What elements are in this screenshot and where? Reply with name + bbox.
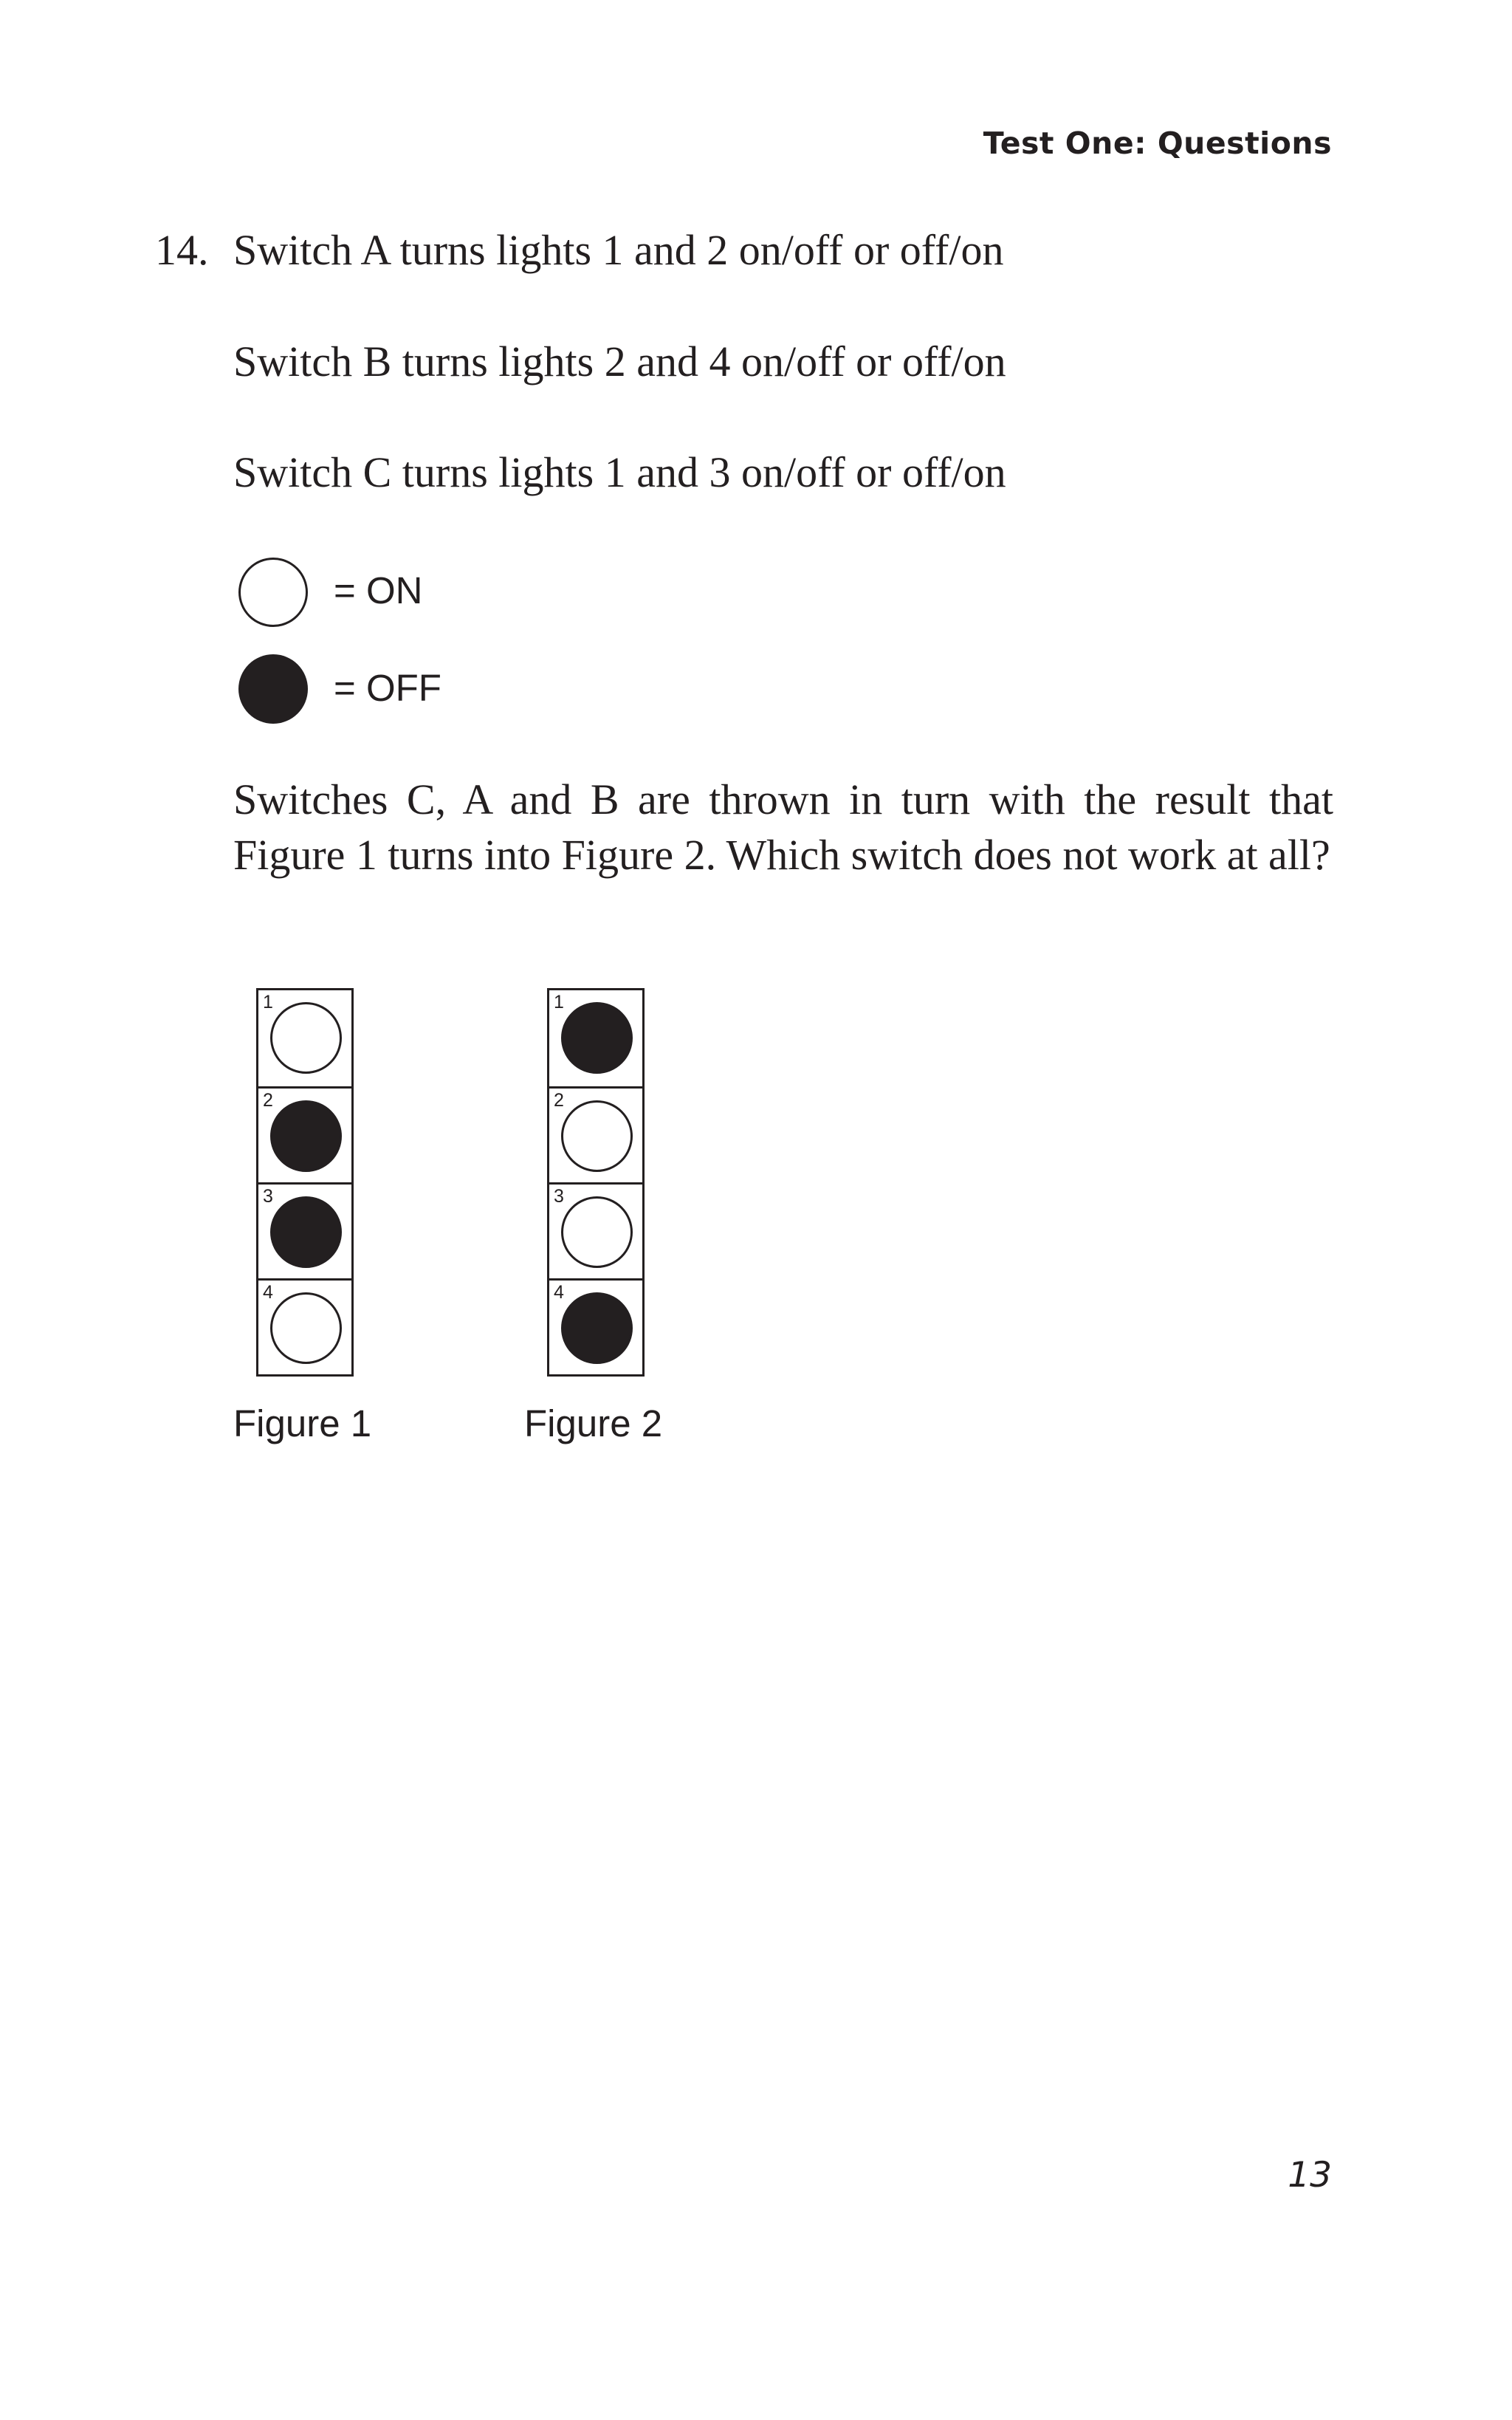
figure-2-caption: Figure 2 bbox=[524, 1402, 663, 1444]
light-number: 2 bbox=[263, 1090, 273, 1111]
light-bulb-icon bbox=[270, 1100, 342, 1172]
page-number: 13 bbox=[1288, 2155, 1332, 2196]
figure-2-panel bbox=[547, 988, 645, 1377]
light-number: 3 bbox=[263, 1186, 273, 1207]
light-cell bbox=[549, 1086, 642, 1182]
light-number: 2 bbox=[554, 1090, 564, 1111]
running-header: Test One: Questions bbox=[983, 126, 1332, 161]
light-number: 3 bbox=[554, 1186, 564, 1207]
light-bulb-icon bbox=[561, 1002, 633, 1074]
light-bulb-icon bbox=[270, 1002, 342, 1074]
light-cell bbox=[549, 1278, 642, 1374]
light-bulb-icon bbox=[561, 1100, 633, 1172]
switch-b-rule: Switch B turns lights 2 and 4 on/off or off/on bbox=[233, 337, 1006, 385]
light-number: 1 bbox=[263, 992, 273, 1012]
light-number: 4 bbox=[263, 1282, 273, 1303]
light-cell bbox=[258, 1278, 351, 1374]
light-bulb-icon bbox=[561, 1292, 633, 1364]
light-cell bbox=[258, 990, 351, 1086]
legend-on-circle-icon bbox=[238, 558, 308, 627]
light-cell bbox=[549, 1182, 642, 1278]
light-bulb-icon bbox=[270, 1196, 342, 1268]
light-number: 4 bbox=[554, 1282, 564, 1303]
light-number: 1 bbox=[554, 992, 564, 1012]
switch-c-rule: Switch C turns lights 1 and 3 on/off or off/on bbox=[233, 448, 1006, 496]
legend-off-circle-icon bbox=[238, 654, 308, 724]
question-number: 14. bbox=[155, 226, 209, 274]
light-bulb-icon bbox=[270, 1292, 342, 1364]
switch-a-rule: Switch A turns lights 1 and 2 on/off or off/on bbox=[233, 226, 1004, 274]
figure-1-caption: Figure 1 bbox=[233, 1402, 372, 1444]
light-bulb-icon bbox=[561, 1196, 633, 1268]
figure-1-panel bbox=[256, 988, 354, 1377]
legend-off-label: = OFF bbox=[334, 667, 441, 709]
light-cell bbox=[258, 1182, 351, 1278]
legend-on-label: = ON bbox=[334, 569, 423, 611]
light-cell bbox=[258, 1086, 351, 1182]
question-paragraph: Switches C, A and B are thrown in turn with the result that Figure 1 turns into Figure 2. Which switch does not work at all? bbox=[233, 775, 1333, 879]
light-cell bbox=[549, 990, 642, 1086]
